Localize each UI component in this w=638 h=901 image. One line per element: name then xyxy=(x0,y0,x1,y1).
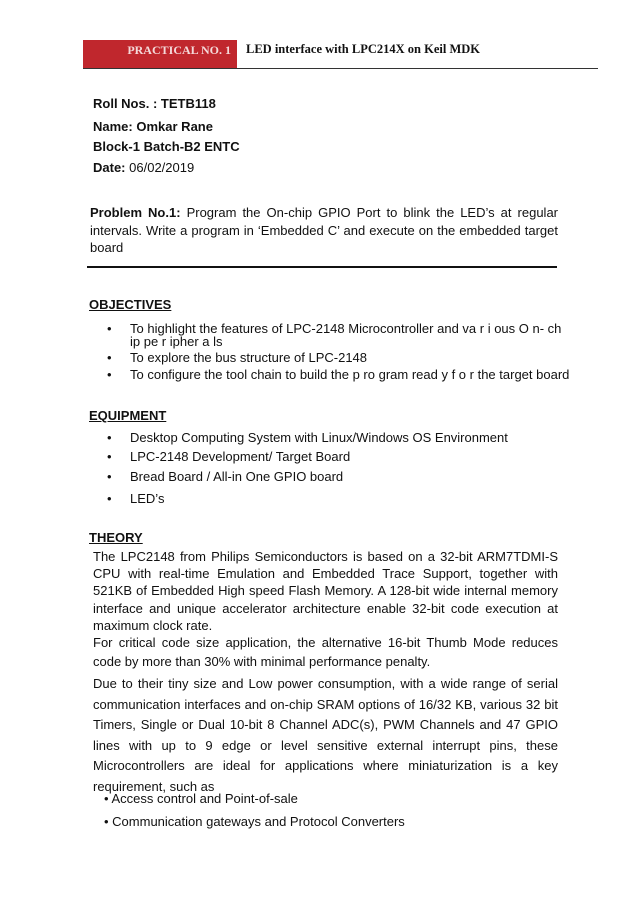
bullet-icon: • xyxy=(107,367,112,382)
block-batch-value: Block-1 Batch-B2 ENTC xyxy=(93,139,240,154)
date-value: 06/02/2019 xyxy=(129,160,195,175)
equipment-heading: EQUIPMENT xyxy=(89,408,167,423)
bullet-icon: • xyxy=(107,350,112,365)
block-batch-line xyxy=(93,139,240,154)
date-line xyxy=(93,160,194,175)
name-label: Name: xyxy=(93,119,133,134)
application-item: • Access control and Point-of-sale xyxy=(104,791,298,806)
practical-number-band xyxy=(83,40,237,68)
theory-paragraph-2: For critical code size application, the alternative 16-bit Thumb Mode reduces code by more than 30% with minimal performance penalty. xyxy=(93,635,558,669)
bullet-icon: • xyxy=(107,491,112,506)
application-item: • Communication gateways and Protocol Converters xyxy=(104,814,405,829)
roll-number-value: TETB118 xyxy=(160,96,216,111)
name-value: Omkar Rane xyxy=(136,119,213,134)
theory-heading: THEORY xyxy=(89,530,143,545)
theory-paragraph-3: Due to their tiny size and Low power consumption, with a wide range of serial communication interfaces and on-chip SRAM options of 16/32 KB, various 32 bit Timers, Single or Dual 10-bit 8 Channel ADC(s), PWM Channels and 47 GPIO lines with up to 9 edge or level sensitive external interrupt pins, these Microcontrollers are ideal for applications where miniaturization is a key requirement, such as xyxy=(93,676,558,794)
practical-title: LED interface with LPC214X on Keil MDK xyxy=(246,42,481,56)
bullet-icon: • xyxy=(107,449,112,464)
objectives-heading: OBJECTIVES xyxy=(89,297,172,312)
bullet-icon: • xyxy=(107,430,112,445)
practical-number-label: PRACTICAL NO. 1 xyxy=(127,43,231,57)
name-line xyxy=(93,119,213,134)
problem-label: Problem No.1: xyxy=(90,205,181,220)
problem-statement xyxy=(90,204,558,257)
bullet-icon: • xyxy=(107,469,112,484)
section-divider xyxy=(87,266,557,268)
theory-paragraph-1: The LPC2148 from Philips Semiconductors is based on a 32-bit ARM7TDMI-S CPU with real-time Emulation and Embedded Trace Support, together with 521KB of Embedded High speed Flash Memory. A 128-bit wide internal memory interface and unique accelerator architecture enable 32-bit code execution at maximum clock rate. xyxy=(93,549,558,633)
roll-number-line xyxy=(93,96,216,111)
date-label: Date: xyxy=(93,160,126,175)
header-divider xyxy=(83,68,598,69)
bullet-icon: • xyxy=(107,321,112,336)
roll-number-label: Roll Nos. : xyxy=(93,96,158,111)
problem-text: Program the On-chip GPIO Port to blink the LED’s at regular intervals. Write a program in ‘Embedded C’ and execute on the embedded target board xyxy=(90,205,558,255)
